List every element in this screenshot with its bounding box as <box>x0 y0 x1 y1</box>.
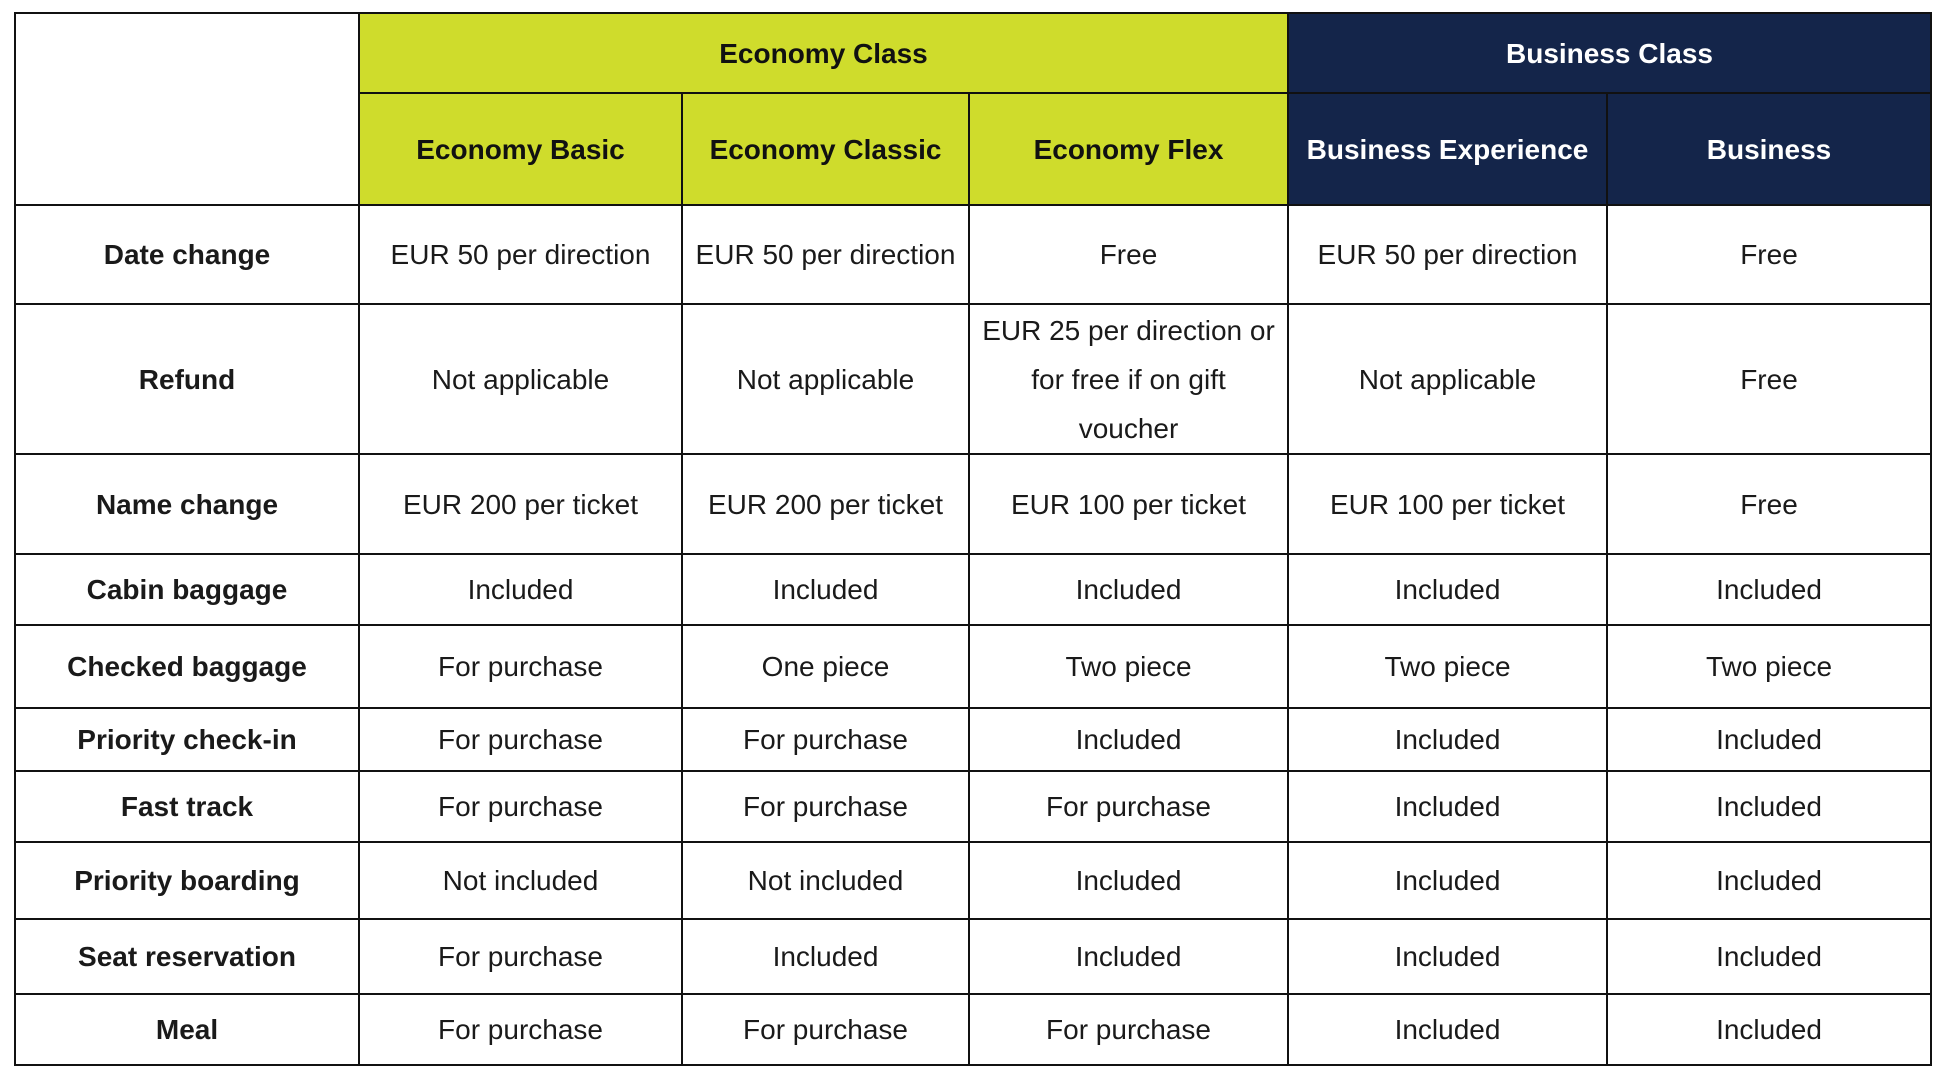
table-cell: Two piece <box>1607 625 1931 708</box>
table-cell: Two piece <box>969 625 1288 708</box>
table-cell: For purchase <box>359 625 682 708</box>
table-row <box>15 842 1931 919</box>
table-cell: Included <box>682 554 969 625</box>
corner-cell <box>15 13 359 205</box>
col-header-business: Business <box>1607 93 1931 205</box>
row-label: Refund <box>15 304 359 454</box>
table-cell: For purchase <box>359 708 682 771</box>
table-cell: EUR 100 per ticket <box>969 454 1288 554</box>
table-cell: Not included <box>682 842 969 919</box>
row-label: Fast track <box>15 771 359 842</box>
table-cell: Included <box>1288 554 1607 625</box>
table-cell: EUR 50 per direction <box>1288 205 1607 304</box>
table-cell: Included <box>1288 771 1607 842</box>
table-cell: Included <box>1288 842 1607 919</box>
table-cell: For purchase <box>359 994 682 1065</box>
table-cell: For purchase <box>682 708 969 771</box>
row-label: Name change <box>15 454 359 554</box>
table-cell: Free <box>1607 205 1931 304</box>
table-cell: Included <box>1607 994 1931 1065</box>
table-row <box>15 454 1931 554</box>
table-row <box>15 919 1931 994</box>
table-row <box>15 771 1931 842</box>
table-cell: Free <box>969 205 1288 304</box>
table-cell: Two piece <box>1288 625 1607 708</box>
table-cell: Included <box>1607 708 1931 771</box>
row-label: Seat reservation <box>15 919 359 994</box>
table-cell: EUR 25 per direction or for free if on gift voucher <box>969 304 1288 454</box>
table-row <box>15 554 1931 625</box>
table-row <box>15 625 1931 708</box>
table-cell: Not applicable <box>682 304 969 454</box>
table-cell: Included <box>1607 554 1931 625</box>
table-cell: Included <box>682 919 969 994</box>
table-cell: For purchase <box>969 994 1288 1065</box>
table-cell: EUR 200 per ticket <box>359 454 682 554</box>
group-header-row <box>15 13 1931 93</box>
table-row <box>15 304 1931 454</box>
row-label: Priority boarding <box>15 842 359 919</box>
table-row <box>15 994 1931 1065</box>
row-label: Date change <box>15 205 359 304</box>
table-cell: Included <box>1288 919 1607 994</box>
fare-table-body <box>15 205 1931 1065</box>
table-cell: EUR 100 per ticket <box>1288 454 1607 554</box>
table-cell: EUR 200 per ticket <box>682 454 969 554</box>
row-label: Priority check-in <box>15 708 359 771</box>
col-header-economy-classic: Economy Classic <box>682 93 969 205</box>
row-label: Cabin baggage <box>15 554 359 625</box>
table-cell: Included <box>359 554 682 625</box>
table-cell: Included <box>1607 842 1931 919</box>
business-class-header: Business Class <box>1288 13 1931 93</box>
table-cell: Included <box>1607 771 1931 842</box>
economy-class-header: Economy Class <box>359 13 1288 93</box>
table-cell: Included <box>969 708 1288 771</box>
table-cell: For purchase <box>682 994 969 1065</box>
table-cell: For purchase <box>682 771 969 842</box>
table-cell: Included <box>969 919 1288 994</box>
table-cell: Included <box>969 554 1288 625</box>
table-cell: For purchase <box>359 919 682 994</box>
table-cell: One piece <box>682 625 969 708</box>
table-cell: Not applicable <box>1288 304 1607 454</box>
table-cell: For purchase <box>969 771 1288 842</box>
table-row <box>15 708 1931 771</box>
table-cell: Not included <box>359 842 682 919</box>
row-label: Checked baggage <box>15 625 359 708</box>
table-cell: Included <box>1288 994 1607 1065</box>
table-cell: For purchase <box>359 771 682 842</box>
table-cell: Included <box>969 842 1288 919</box>
col-header-business-experience: Business Experience <box>1288 93 1607 205</box>
table-cell: Included <box>1288 708 1607 771</box>
table-cell: Included <box>1607 919 1931 994</box>
table-cell: Free <box>1607 454 1931 554</box>
table-row <box>15 205 1931 304</box>
table-cell: EUR 50 per direction <box>359 205 682 304</box>
table-cell: Free <box>1607 304 1931 454</box>
fare-comparison-table <box>14 12 1932 1066</box>
row-label: Meal <box>15 994 359 1065</box>
table-cell: Not applicable <box>359 304 682 454</box>
col-header-economy-basic: Economy Basic <box>359 93 682 205</box>
table-cell: EUR 50 per direction <box>682 205 969 304</box>
col-header-economy-flex: Economy Flex <box>969 93 1288 205</box>
